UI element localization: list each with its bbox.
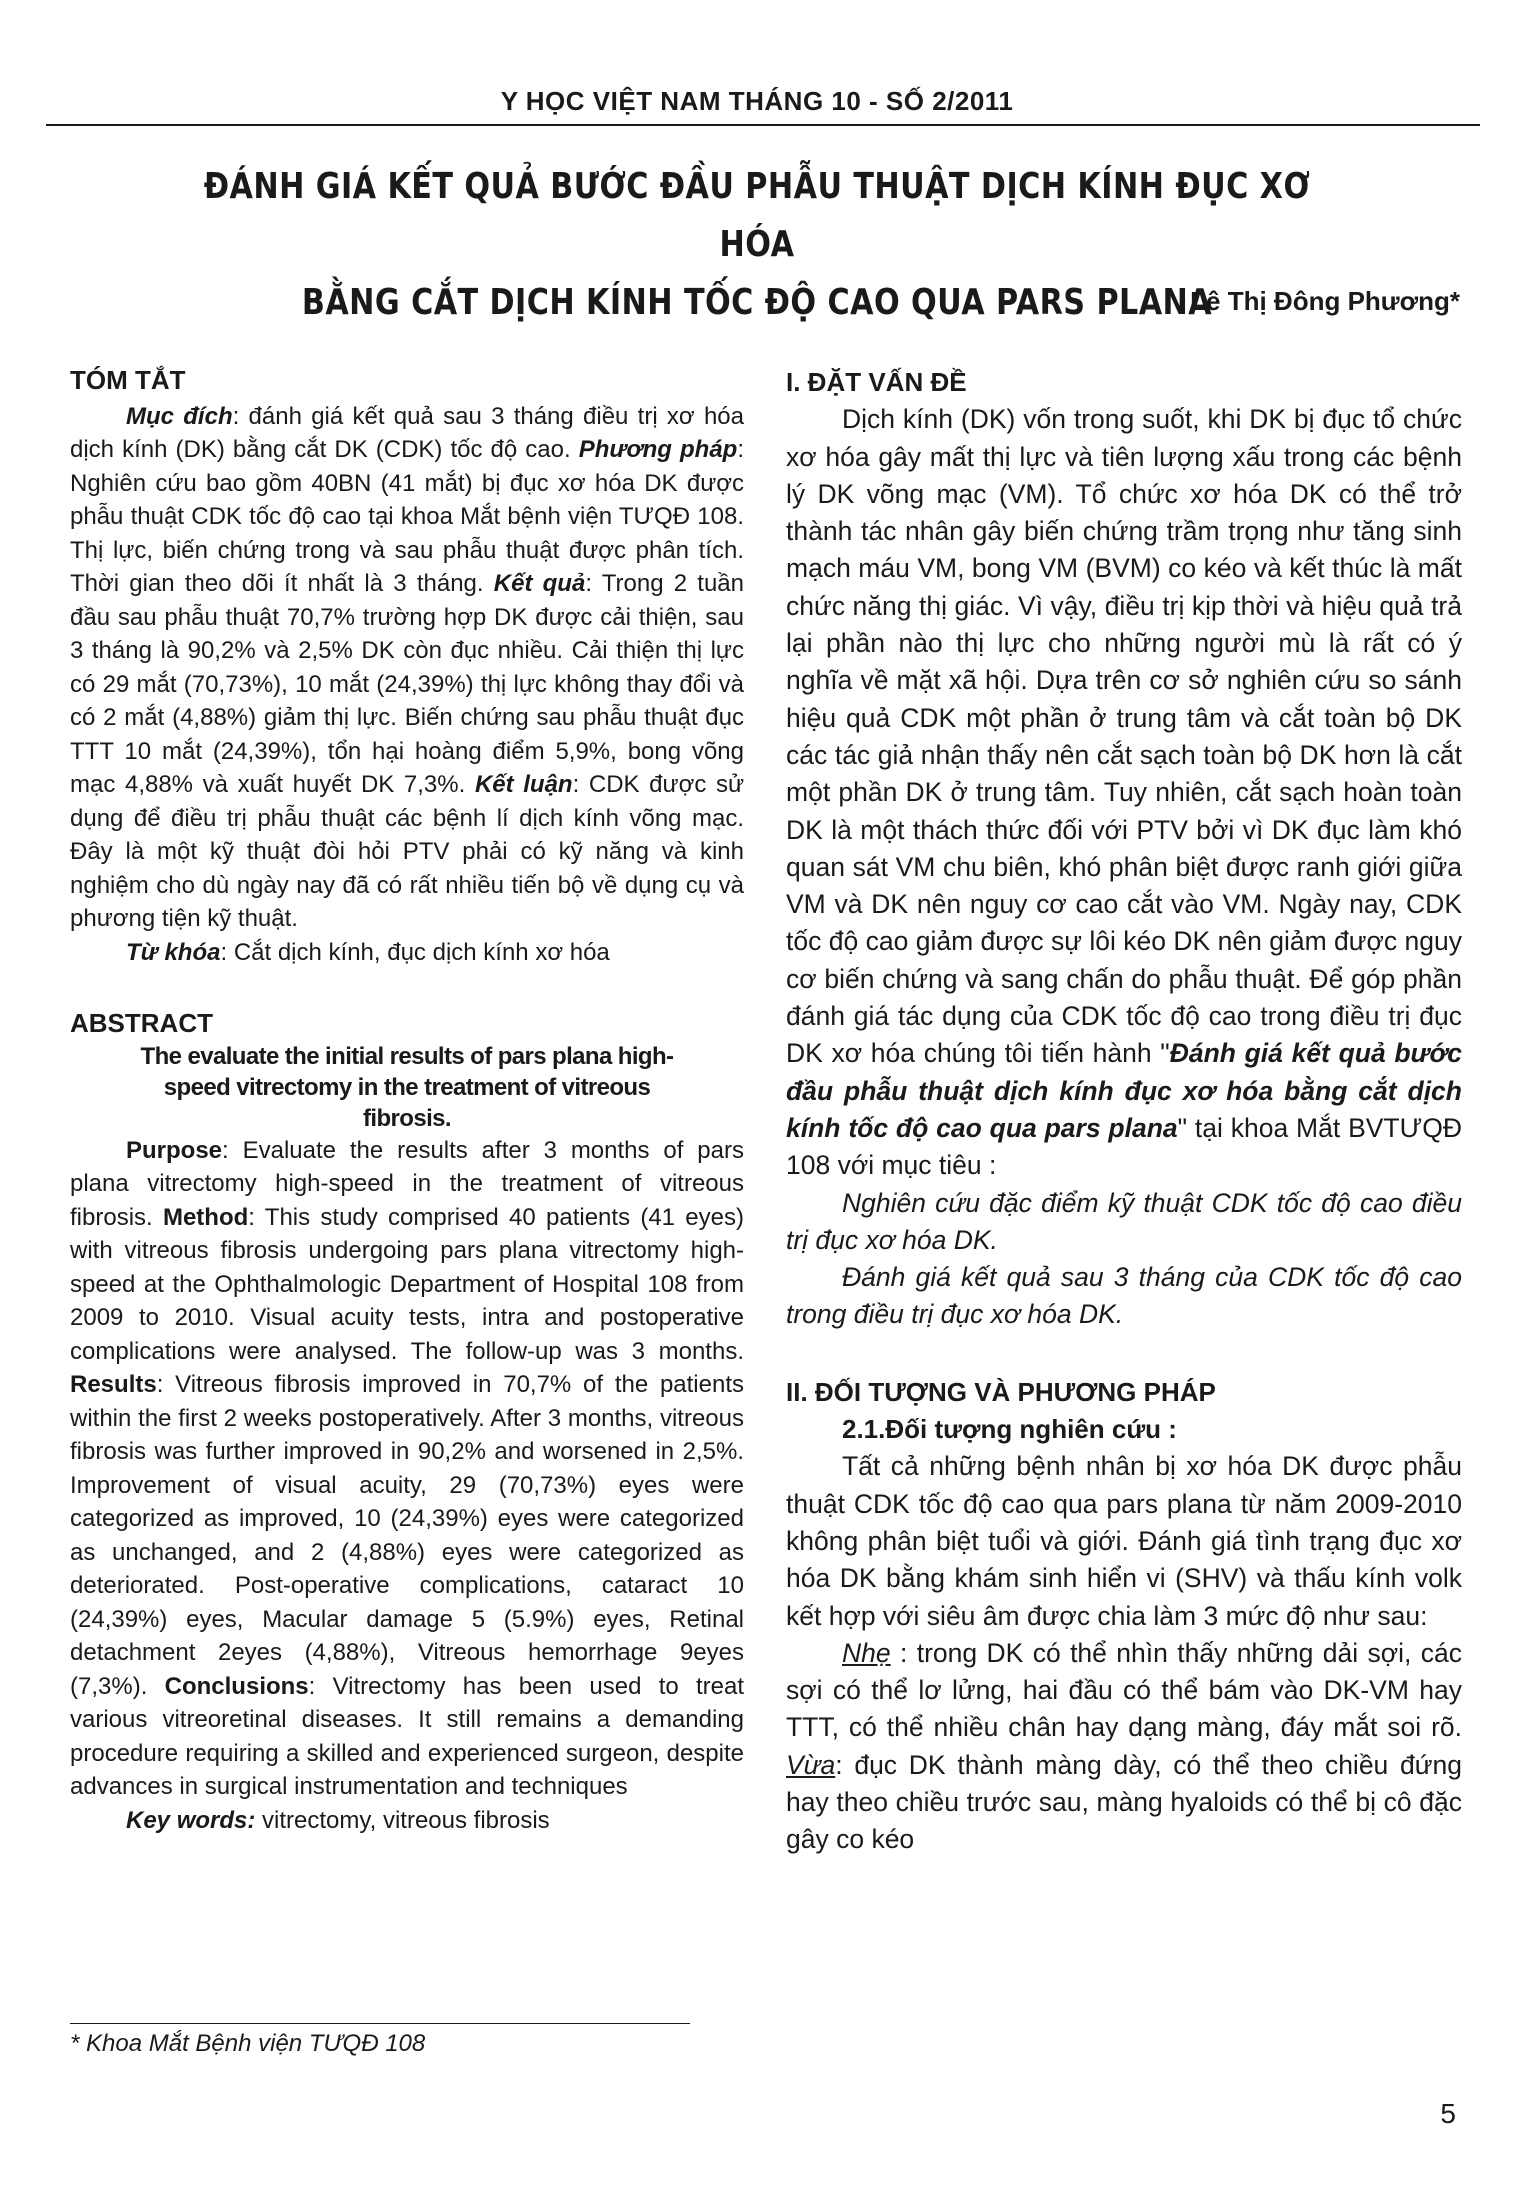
aim-2: Đánh giá kết quả sau 3 tháng của CDK tốc độ cao trong điều trị đục xơ hóa DK. xyxy=(786,1262,1462,1330)
summary-heading: TÓM TẮT xyxy=(70,365,186,395)
section1-text-b: " tại khoa Mắt BVTƯQĐ 108 với mục tiêu : xyxy=(786,1112,1462,1181)
conclusions-en-label: Conclusions xyxy=(164,1672,309,1700)
mild-label: Nhẹ xyxy=(842,1637,891,1668)
moderate-label: Vừa xyxy=(786,1749,836,1780)
keywords-en-text: vitrectomy, vitreous fibrosis xyxy=(255,1806,550,1834)
aim-label: Mục đích xyxy=(126,402,233,430)
moderate-text: : đục DK thành màng dày, có thể theo chiều đứng hay theo chiều trước sau, màng hyaloids có thể bị cô đặc gây co kéo xyxy=(786,1749,1462,1855)
right-column xyxy=(786,364,1462,1859)
summary-body xyxy=(70,400,744,936)
section2-paragraph: Tất cả những bệnh nhân bị xơ hóa DK được phẫu thuật CDK tốc độ cao qua pars plana từ năm 2009-2010 không phân biệt tuổi và giới. Đánh giá tình trạng đục xơ hóa DK bằng khám sinh hiển vi (SHV) và thấu kính volk kết hợp với siêu âm được chia làm 3 mức độ như sau: xyxy=(786,1451,1462,1631)
abstract-body xyxy=(70,1134,744,1804)
method-en-label: Method xyxy=(162,1203,249,1231)
purpose-text: : Evaluate the results after 3 months of pars plana vitrectomy high-speed in the treatment of vitreous fibrosis. xyxy=(70,1136,744,1231)
keywords-vi-label: Từ khóa xyxy=(126,938,221,966)
purpose-label: Purpose xyxy=(126,1136,223,1164)
footnote: * Khoa Mắt Bệnh viện TƯQĐ 108 xyxy=(70,2030,426,2057)
abstract-heading: ABSTRACT xyxy=(70,1008,213,1038)
method-text: : Nghiên cứu bao gồm 40BN (41 mắt) bị đục xơ hóa DK được phẫu thuật CDK tốc độ cao tại khoa Mắt bệnh viện TƯQĐ 108. Thị lực, biến chứng trong và sau phẫu thuật được phân tích. Thời gian theo dõi ít nhất là 3 tháng. xyxy=(70,436,745,597)
mild-text: : trong DK có thể nhìn thấy những dải sợi, các sợi có thể lơ lửng, hai đầu có thể bám vào DK-VM hay TTT, có thể nhiều chân hay dạng màng, đáy mắt soi rõ. xyxy=(786,1637,1462,1743)
section1-paragraph xyxy=(786,401,1462,1184)
keywords-en xyxy=(70,1804,744,1838)
keywords-vi-text: : Cắt dịch kính, đục dịch kính xơ hóa xyxy=(220,938,610,966)
running-head: Y HỌC VIỆT NAM THÁNG 10 - SỐ 2/2011 xyxy=(500,86,1014,116)
method-en-text: : This study comprised 40 patients (41 eyes) with vitreous fibrosis undergoing pars plana vitrectomy high-speed at the Ophthalmologic Department of Hospital 108 from 2009 to 2010. Visual acuity tests, intra and postoperative complications were analysed. The follow-up was 3 months. xyxy=(70,1203,744,1365)
aim-1: Nghiên cứu đặc điểm kỹ thuật CDK tốc độ cao điều trị đục xơ hóa DK. xyxy=(786,1187,1462,1255)
keywords-vi xyxy=(70,936,744,970)
section2-heading: II. ĐỐI TƯỢNG VÀ PHƯƠNG PHÁP xyxy=(786,1376,1216,1407)
section1-heading: I. ĐẶT VẤN ĐỀ xyxy=(786,367,967,397)
left-column xyxy=(70,364,744,1837)
severity-paragraph xyxy=(786,1635,1462,1859)
study-title: Đánh giá kết quả bước đầu phẫu thuật dịch kính đục xơ hóa bằng cắt dịch kính tốc độ cao qua pars plana xyxy=(786,1038,1462,1143)
abstract-title: The evaluate the initial results of pars plana high-speed vitrectomy in the treatment of vitreous fibrosis. xyxy=(140,1042,674,1132)
header-rule xyxy=(46,124,1480,126)
article-title xyxy=(172,158,1343,332)
title-line-2: BẰNG CẮT DỊCH KÍNH TỐC ĐỘ CAO QUA PARS PLANA xyxy=(301,282,1213,323)
results-en-label: Results xyxy=(70,1371,157,1398)
title-line-1: ĐÁNH GIÁ KẾT QUẢ BƯỚC ĐẦU PHẪU THUẬT DỊCH KÍNH ĐỤC XƠ HÓA xyxy=(203,166,1311,265)
result-label: Kết quả xyxy=(493,570,586,597)
conclusions-en-text: : Vitrectomy has been used to treat various vitreoretinal diseases. It still remains a demanding procedure requiring a skilled and experienced surgeon, despite advances in surgical instrumentation and techniques xyxy=(70,1672,745,1800)
keywords-en-label: Key words: xyxy=(126,1806,256,1834)
section1-text-a: Dịch kính (DK) vốn trong suốt, khi DK bị đục tổ chức xơ hóa gây mất thị lực và tiên lượng xấu trong các bệnh lý DK võng mạc (VM). Tổ chức xơ hóa DK có thể trở thành tác nhân gây biến chứng trầm trọng như tăng sinh mạch máu VM, bong VM (BVM) co kéo và kết thúc là mất chức năng thị giác. Vì vậy, điều trị kịp thời và hiệu quả trả lại phần nào thị lực cho những người mù là rất có ý nghĩa về mặt xã hội. Dựa trên cơ sở nghiên cứu so sánh hiệu quả CDK một phần ở trung tâm và cắt toàn bộ DK các tác giả nhận thấy nên cắt sạch toàn bộ DK hơn là cắt một phần DK ở trung tâm. Tuy nhiên, cắt sạch hoàn toàn DK là một thách thức đối với PTV bởi vì DK đục làm khó quan sát VM chu biên, khó phân biệt được ranh giới giữa VM và DK nên nguy cơ cao cắt vào VM. Ngày nay, CDK tốc độ cao giảm được sự lôi kéo DK nên giảm được nguy cơ biến chứng và sang chấn do phẫu thuật. Để góp phần đánh giá tác dụng của CDK tốc độ cao trong điều trị đục DK xơ hóa chúng tôi tiến hành " xyxy=(786,404,1462,1069)
results-en-text: : Vitreous fibrosis improved in 70,7% of the patients within the first 2 weeks postoperatively. After 3 months, vitreous fibrosis was further improved in 90,2% and worsened in 2,5%. Improvement of visual acuity, 29 (70,73%) eyes were categorized as improved, 10 (24,39%) eyes were categorized as unchanged, and 2 (4,88%) eyes were categorized as deteriorated. Post-operative complications, cataract 10 (24,39%) eyes, Macular damage 5 (5.9%) eyes, Retinal detachment 2eyes (4,88%), Vitreous hemorrhage 9eyes (7,3%). xyxy=(70,1371,744,1700)
author: Lê Thị Đông Phương* xyxy=(1190,286,1460,316)
conclusion-label: Kết luận xyxy=(474,771,573,798)
result-text: : Trong 2 tuần đầu sau phẫu thuật 70,7% trường hợp DK được cải thiện, sau 3 tháng là 90,2% và 2,5% DK còn đục nhiều. Cải thiện thị lực có 29 mắt (70,73%), 10 mắt (24,39%) thị lực không thay đổi và có 2 mắt (4,88%) giảm thị lực. Biến chứng sau phẫu thuật đục TTT 10 mắt (24,39%), tổn hại hoàng điểm 5,9%, bong võng mạc 4,88% và xuất huyết DK 7,3%. xyxy=(70,570,744,798)
method-label: Phương pháp xyxy=(578,436,738,463)
footnote-rule xyxy=(70,2023,690,2024)
aim-text: : đánh giá kết quả sau 3 tháng điều trị xơ hóa dịch kính (DK) bằng cắt DK (CDK) tốc độ cao. xyxy=(70,402,744,463)
page-number: 5 xyxy=(1440,2098,1456,2129)
conclusion-text: : CDK được sử dụng để điều trị phẫu thuật các bệnh lí dịch kính võng mạc. Đây là một kỹ thuật đòi hỏi PTV phải có kỹ năng và kinh nghiệm cho dù ngày nay đã có rất nhiều tiến bộ về dụng cụ và phương tiện kỹ thuật. xyxy=(70,771,745,932)
section2-subheading: 2.1.Đối tượng nghiên cứu : xyxy=(842,1414,1177,1445)
